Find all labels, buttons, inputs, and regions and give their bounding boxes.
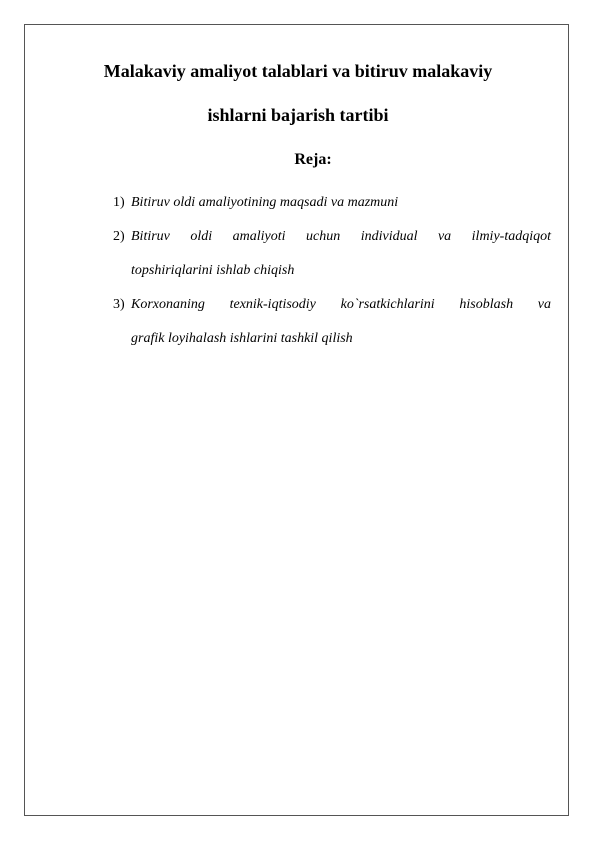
plan-item-text: Bitiruv oldi amaliyotining maqsadi va mazmuni [131, 195, 399, 210]
plan-item-text-continued: topshiriqlarini ishlab chiqish [131, 263, 295, 278]
plan-list [113, 186, 551, 356]
document-title-line-2: ishlarni bajarish tartibi [207, 105, 389, 125]
plan-item-2 [113, 220, 551, 288]
plan-item-3 [113, 288, 551, 356]
page-border [24, 24, 569, 816]
plan-item-text-continued: grafik loyihalash ishlarini tashkil qilish [131, 331, 353, 346]
plan-item-number: 3) [113, 297, 125, 312]
plan-item-text: Bitiruv oldi amaliyoti uchun individual va ilmiy-tadqiqot [131, 229, 551, 244]
plan-item-number: 1) [113, 195, 125, 210]
plan-item-text: Korxonaning texnik-iqtisodiy ko`rsatkichlarini hisoblash va [131, 297, 551, 312]
plan-item-1 [113, 186, 551, 220]
plan-item-number: 2) [113, 229, 125, 244]
plan-heading: Reja: [294, 151, 332, 168]
document-title-line-1: Malakaviy amaliyot talablari va bitiruv malakaviy [103, 61, 493, 81]
